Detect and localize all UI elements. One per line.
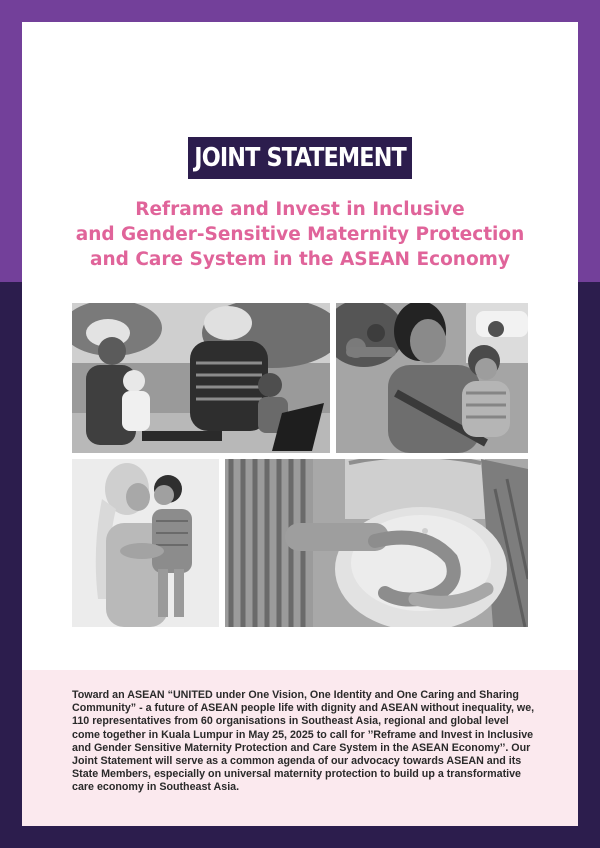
statement-summary-text: Toward an ASEAN “UNITED under One Vision, One Identity and One Caring and Sharing Community” - a future of ASEAN people life with dignity and ASEAN without inequality, we, 110 representatives from 60 organisations in Southeast Asia, regional and global level come together in Kuala Lumpur in May 25, 2025 to call for ’’Reframe and Invest in Inclusive and Gender Sensitive Maternity Protection and Care System in the ASEAN Economy’’. Our Joint Statement will serve as a common agenda of our advocacy towards ASEAN and its State Members, especially on universal maternity protection to build up a transformative care economy in Southeast Asia. [72,689,535,794]
headline-line-1: Reframe and Invest in Inclusive [135,199,465,220]
mother-hugging-daughter-photo [72,459,219,627]
headline-line-3: and Care System in the ASEAN Economy [89,249,511,270]
mother-carrying-child-photo [336,303,528,453]
pregnant-belly-photo [225,459,528,627]
family-on-motorbikes-photo [72,303,330,453]
joint-statement-label [188,137,412,179]
joint-statement-label-text: JOINT STATEMENT [194,143,406,173]
headline-line-2: and Gender-Sensitive Maternity Protection [75,224,525,245]
